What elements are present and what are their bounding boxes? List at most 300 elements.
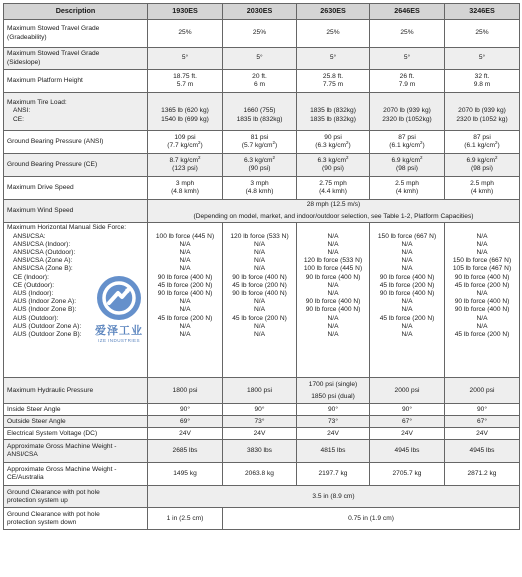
cell-value-line: N/A bbox=[254, 257, 265, 265]
cell-value-line: N/A bbox=[254, 249, 265, 257]
cell-value-line: 4945 lbs bbox=[394, 447, 420, 455]
row-label-line: Ground Clearance with pot hole bbox=[7, 510, 100, 518]
cell-value-line: N/A bbox=[476, 249, 488, 257]
cell-value-line: 90 lb force (400 N) bbox=[379, 290, 435, 298]
row-label-line: AUS (Outdoor Zone B): bbox=[13, 331, 82, 339]
cell-3246es bbox=[445, 131, 520, 154]
cell-value-line: (4.8 kmh) bbox=[171, 188, 199, 195]
cell-value-line: 45 lb force (200 N) bbox=[454, 331, 510, 339]
cell-value-line: 67° bbox=[477, 417, 487, 425]
cell-value-line bbox=[447, 99, 517, 107]
cell-value-line: N/A bbox=[254, 265, 265, 273]
row-label-line: protection system down bbox=[7, 518, 77, 526]
table-row bbox=[4, 463, 520, 486]
row-label-line: CE: bbox=[13, 115, 24, 123]
row-label-line: AUS (Indoor Zone A): bbox=[13, 298, 77, 306]
cell-value-line: N/A bbox=[327, 314, 339, 322]
cell-2030es bbox=[223, 177, 297, 200]
cell-value-line: N/A bbox=[254, 298, 265, 306]
cell-value-line: 120 lb force (533 N) bbox=[303, 257, 363, 265]
cell-value-line: 28 mph (12.5 m/s) bbox=[306, 201, 361, 208]
table-row bbox=[4, 223, 520, 378]
cell-2630es bbox=[297, 93, 370, 131]
header-model-2646es: 2646ES bbox=[370, 4, 445, 20]
header-description: Description bbox=[4, 4, 148, 20]
cell-1930es bbox=[148, 70, 223, 93]
cell-value-line: 25.8 ft. bbox=[322, 72, 344, 80]
cell-value-line: 25% bbox=[252, 29, 267, 37]
row-label bbox=[4, 486, 148, 508]
cell-value-line: N/A bbox=[327, 331, 339, 339]
cell-value-line: 90 lb force (400 N) bbox=[454, 273, 510, 281]
cell-value-line: 0.75 in (1.9 cm) bbox=[348, 514, 394, 522]
cell-value-line: N/A bbox=[476, 322, 488, 330]
cell-value-line: (4 kmh) bbox=[395, 188, 419, 195]
table-row bbox=[4, 70, 520, 93]
cell-value-line: 1660 (755) bbox=[243, 107, 276, 115]
cell-value-line: 9.8 m bbox=[473, 81, 491, 88]
cell-value-line: 87 psi bbox=[473, 133, 491, 141]
cell-value-line: 2685 lbs bbox=[172, 447, 198, 455]
cell-2646es bbox=[370, 154, 445, 177]
cell-2030es bbox=[223, 378, 297, 404]
cell-value-line: 2000 psi bbox=[469, 386, 495, 394]
cell-value-line: 81 psi bbox=[250, 133, 269, 141]
cell-value-line: 24V bbox=[327, 429, 339, 437]
cell-3246es bbox=[445, 93, 520, 131]
cell-value-line bbox=[372, 99, 442, 107]
cell-value-line: 90° bbox=[180, 405, 190, 413]
table-row bbox=[4, 93, 520, 131]
row-label-line: Ground Clearance with pot hole bbox=[7, 488, 100, 496]
cell-value-line: 90 psi bbox=[324, 133, 342, 141]
cell-value-line: 90° bbox=[254, 405, 265, 413]
cell-value-line: 2063.8 kg bbox=[245, 470, 274, 478]
cell-value-line: 3830 lbs bbox=[247, 447, 272, 455]
cell-2030es bbox=[223, 440, 297, 463]
cell-value-line: 2.5 mph bbox=[470, 179, 494, 187]
cell-value-line: 69° bbox=[180, 417, 190, 425]
cell-2630es bbox=[297, 48, 370, 70]
cell-3246es bbox=[445, 440, 520, 463]
cell-value-line: N/A bbox=[476, 240, 488, 248]
cell-2630es bbox=[297, 177, 370, 200]
cell-value-line: 45 lb force (200 N) bbox=[379, 314, 435, 322]
cell-value-line bbox=[150, 99, 220, 107]
row-label bbox=[4, 200, 148, 223]
cell-value-line: (98 psi) bbox=[471, 165, 493, 172]
row-label-line: AUS (Outdoor): bbox=[13, 314, 59, 322]
cell-value-line bbox=[447, 224, 517, 232]
cell-2646es bbox=[370, 131, 445, 154]
cell-value-line: 105 lb force (467 N) bbox=[452, 265, 512, 273]
cell-value-line: N/A bbox=[327, 240, 339, 248]
cell-1930es bbox=[148, 223, 223, 378]
cell-value-line: 26 ft. bbox=[399, 72, 415, 80]
cell-1930es bbox=[148, 416, 223, 428]
header-model-1930es: 1930ES bbox=[148, 4, 223, 20]
cell-value-line: 1700 psi (single) bbox=[308, 380, 358, 388]
table-header bbox=[4, 4, 520, 20]
cell-value-line: (7.7 $kg/cm^2$) bbox=[167, 140, 203, 149]
cell-value-line: 20 ft. bbox=[252, 72, 267, 80]
cell-1930es bbox=[148, 154, 223, 177]
cell-2030es bbox=[223, 154, 297, 177]
cell-value-line: 90 lb force (400 N) bbox=[379, 273, 435, 281]
cell-value-line: 2.75 mph bbox=[319, 179, 347, 187]
header-row bbox=[4, 4, 520, 20]
row-label-line: Maximum Wind Speed bbox=[7, 207, 74, 215]
cell-2646es bbox=[370, 416, 445, 428]
cell-value-line: 24V bbox=[253, 429, 266, 437]
cell-value-line: 24V bbox=[179, 429, 191, 437]
row-label bbox=[4, 428, 148, 440]
cell-value-line: 25% bbox=[475, 29, 489, 37]
cell-value-line: 2070 lb (939 kg) bbox=[383, 107, 431, 115]
cell-1930es bbox=[148, 93, 223, 131]
cell-value-line: (123 psi) bbox=[172, 165, 198, 172]
cell-2630es bbox=[297, 154, 370, 177]
cell-1930es bbox=[148, 131, 223, 154]
header-model-2030es: 2030ES bbox=[223, 4, 297, 20]
cell-value-line: N/A bbox=[254, 322, 265, 330]
cell-value-line: N/A bbox=[179, 298, 191, 306]
cell-value-line: 25% bbox=[326, 29, 340, 37]
cell-value-line: N/A bbox=[179, 249, 191, 257]
cell-2030es bbox=[223, 463, 297, 486]
cell-2630es bbox=[297, 70, 370, 93]
row-label-line: Outside Steer Angle bbox=[7, 417, 66, 425]
cell-value-line: 1835 lb (832kg) bbox=[310, 115, 356, 123]
row-label-line: ANSI: bbox=[13, 107, 31, 115]
row-label-line: CE/Australia bbox=[7, 474, 44, 482]
cell-2630es bbox=[297, 131, 370, 154]
cell-2030es bbox=[223, 416, 297, 428]
cell-value-line: 25% bbox=[400, 29, 414, 37]
header-model-2630es: 2630ES bbox=[297, 4, 370, 20]
cell-value-line: 90° bbox=[477, 405, 487, 413]
cell-1930es bbox=[148, 48, 223, 70]
watermark-name: 爱泽工业 bbox=[95, 325, 143, 337]
table-row bbox=[4, 486, 520, 508]
cell-value-line: 1835 lb (832kg) bbox=[310, 107, 356, 115]
cell-2646es bbox=[370, 20, 445, 48]
row-label-line: ANSI/CSA bbox=[7, 451, 38, 459]
row-label-line: ANSI/CSA (Zone B): bbox=[13, 265, 73, 273]
cell-value-line: 73° bbox=[328, 417, 338, 425]
cell-2030es bbox=[223, 131, 297, 154]
cell-value-line: 1800 psi bbox=[172, 386, 198, 394]
cell-2030es bbox=[223, 70, 297, 93]
cell-value-line: N/A bbox=[179, 240, 191, 248]
row-label-line: CE (Outdoor): bbox=[13, 281, 55, 289]
cell-value-line: 2320 lb (1052 kg) bbox=[456, 115, 508, 123]
row-label bbox=[4, 416, 148, 428]
cell-1930es bbox=[148, 404, 223, 416]
row-label bbox=[4, 463, 148, 486]
cell-value-line bbox=[150, 224, 220, 232]
cell-value-line: (6.1 $kg/cm^2$) bbox=[389, 140, 425, 149]
row-label bbox=[4, 48, 148, 70]
row-label-line: Maximum Platform Height bbox=[7, 76, 83, 84]
row-label-line: AUS (Indoor Zone B): bbox=[13, 306, 77, 314]
row-label bbox=[4, 440, 148, 463]
cell-value-line: 1365 lb (620 kg) bbox=[161, 107, 209, 115]
row-label-line: Ground Bearing Pressure (CE) bbox=[7, 160, 98, 168]
cell-2630es bbox=[297, 416, 370, 428]
cell-value-line: 8.7 $kg/cm^2$ bbox=[169, 154, 201, 164]
cell-value-line: 100 lb force (445 N) bbox=[155, 232, 215, 240]
cell-value-line: 150 lb force (667 N) bbox=[452, 257, 512, 265]
cell-value-line: 45 lb force (200 N) bbox=[232, 314, 287, 322]
cell-value-line: 6.9 $kg/cm^2$ bbox=[466, 154, 498, 164]
cell-value-line: (6.3 $kg/cm^2$) bbox=[315, 140, 351, 149]
cell-value-line: N/A bbox=[327, 322, 339, 330]
cell-value-line bbox=[225, 224, 294, 232]
cell-value-line: 150 lb force (667 N) bbox=[377, 232, 437, 240]
cell-value-line: 6.3 $kg/cm^2$ bbox=[243, 154, 276, 164]
cell-value-line: N/A bbox=[254, 240, 265, 248]
cell-value-line: 1800 psi bbox=[247, 386, 272, 394]
cell-value-line: N/A bbox=[327, 281, 339, 289]
cell-value-line: 2705.7 kg bbox=[392, 470, 422, 478]
row-label bbox=[4, 223, 148, 378]
row-label-line: Maximum Stowed Travel Grade bbox=[7, 50, 100, 58]
row-label-line: Maximum Hydraulic Pressure bbox=[7, 386, 94, 394]
cell-value-line: 90 lb force (400 N) bbox=[232, 290, 287, 298]
row-label-line: Maximum Drive Speed bbox=[7, 183, 74, 191]
table-row bbox=[4, 200, 520, 223]
cell-value-line: 5° bbox=[181, 54, 189, 62]
table-row bbox=[4, 20, 520, 48]
row-label-line: ANSI/CSA (Indoor): bbox=[13, 240, 71, 248]
cell-value-line: 73° bbox=[254, 417, 265, 425]
cell-value-line: (90 psi) bbox=[322, 165, 344, 172]
cell-2646es bbox=[370, 93, 445, 131]
cell-value-line: 4945 lbs bbox=[469, 447, 495, 455]
cell-3246es bbox=[445, 223, 520, 378]
cell-value-line: N/A bbox=[401, 265, 413, 273]
cell-1930es bbox=[148, 508, 223, 530]
cell-value-line: N/A bbox=[401, 249, 413, 257]
cell-value-line bbox=[372, 224, 442, 232]
cell-2630es bbox=[297, 463, 370, 486]
cell-3246es bbox=[445, 154, 520, 177]
cell-value-line: 4815 lbs bbox=[320, 447, 346, 455]
cell-value-line: N/A bbox=[327, 232, 339, 240]
cell-3246es bbox=[445, 70, 520, 93]
cell-value-line: 1540 lb (699 kg) bbox=[161, 115, 209, 123]
table-body bbox=[4, 20, 520, 530]
cell-2630es bbox=[297, 223, 370, 378]
cell-2646es bbox=[370, 404, 445, 416]
table-row bbox=[4, 177, 520, 200]
spec-table bbox=[3, 3, 520, 530]
cell-value-line: 2320 lb (1052kg) bbox=[382, 115, 432, 123]
row-label-line: (Sideslope) bbox=[7, 58, 41, 66]
cell-value-line: 109 psi bbox=[174, 133, 196, 141]
cell-value-line: 90 lb force (400 N) bbox=[157, 290, 213, 298]
cell-value-line: 45 lb force (200 N) bbox=[157, 314, 213, 322]
cell-value-line: N/A bbox=[476, 314, 488, 322]
cell-3246es bbox=[445, 463, 520, 486]
cell-value-line: 6.3 $kg/cm^2$ bbox=[317, 154, 349, 164]
cell-value-line: (4.4 kmh) bbox=[319, 188, 347, 195]
row-label-line: Approximate Gross Machine Weight - bbox=[7, 443, 117, 451]
cell-value-line: 90 lb force (400 N) bbox=[157, 273, 213, 281]
cell-2630es bbox=[297, 404, 370, 416]
cell-value-line: N/A bbox=[179, 322, 191, 330]
cell-value-line: N/A bbox=[179, 331, 191, 339]
cell-1930es bbox=[148, 177, 223, 200]
cell-value-line: 3.5 in (8.9 cm) bbox=[312, 492, 355, 500]
row-label bbox=[4, 93, 148, 131]
watermark-subtitle: IZE INDUSTRIES bbox=[98, 338, 140, 343]
cell-value-line: 3 mph bbox=[175, 179, 195, 187]
table-row bbox=[4, 154, 520, 177]
cell-2030es bbox=[223, 20, 297, 48]
row-label-line: ANSI/CSA (Zone A): bbox=[13, 257, 73, 265]
cell-value-line: (5.7 $kg/cm^2$) bbox=[241, 140, 278, 149]
row-label-line: Maximum Tire Load: bbox=[7, 99, 67, 107]
table-row bbox=[4, 416, 520, 428]
row-label bbox=[4, 154, 148, 177]
cell-1930es bbox=[148, 428, 223, 440]
cell-value-line: 3 mph bbox=[250, 179, 269, 187]
row-label bbox=[4, 131, 148, 154]
cell-value-line: 45 lb force (200 N) bbox=[232, 281, 287, 289]
cell-value-line: (6.1 $kg/cm^2$) bbox=[464, 140, 500, 149]
cell-3246es bbox=[445, 404, 520, 416]
cell-value-line: 100 lb force (445 N) bbox=[303, 265, 363, 273]
cell-2030es bbox=[223, 428, 297, 440]
row-label-line: protection system up bbox=[7, 496, 68, 504]
cell-value-line bbox=[225, 99, 294, 107]
cell-value-line: 90 lb force (400 N) bbox=[305, 298, 361, 306]
header-model-3246es: 3246ES bbox=[445, 4, 520, 20]
cell-value-line: 25% bbox=[178, 29, 192, 37]
table-row bbox=[4, 131, 520, 154]
cell-value-line: 6.9 $kg/cm^2$ bbox=[391, 154, 423, 164]
cell-value-line: 5° bbox=[403, 54, 411, 62]
cell-value-line: N/A bbox=[179, 257, 191, 265]
row-label-line: CE (Indoor): bbox=[13, 273, 49, 281]
cell-value-line: 90 lb force (400 N) bbox=[305, 273, 361, 281]
row-label-line: Inside Steer Angle bbox=[7, 405, 61, 413]
cell-2030es bbox=[223, 223, 297, 378]
cell-value-line: N/A bbox=[401, 298, 413, 306]
cell-all-models bbox=[148, 200, 520, 223]
cell-value-line bbox=[299, 99, 367, 107]
table-row bbox=[4, 428, 520, 440]
cell-value-line: 24V bbox=[401, 429, 413, 437]
table-row bbox=[4, 48, 520, 70]
cell-value-line: 5.7 m bbox=[176, 81, 194, 88]
cell-value-line: 18.75 ft. bbox=[173, 72, 197, 80]
row-label-line: (Gradeability) bbox=[7, 33, 47, 41]
cell-2646es bbox=[370, 177, 445, 200]
cell-2646es bbox=[370, 223, 445, 378]
cell-value-line: N/A bbox=[179, 306, 191, 314]
cell-value-line: N/A bbox=[401, 257, 413, 265]
cell-3246es bbox=[445, 416, 520, 428]
cell-2646es bbox=[370, 463, 445, 486]
cell-3246es bbox=[445, 48, 520, 70]
cell-2630es bbox=[297, 428, 370, 440]
row-label bbox=[4, 177, 148, 200]
table-row bbox=[4, 378, 520, 404]
cell-value-line: 67° bbox=[402, 417, 412, 425]
cell-value-line: N/A bbox=[401, 306, 413, 314]
cell-all-models bbox=[148, 486, 520, 508]
cell-value-line: 45 lb force (200 N) bbox=[157, 281, 213, 289]
cell-value-line: 2000 psi bbox=[394, 386, 420, 394]
cell-value-line: 90° bbox=[402, 405, 412, 413]
row-label-line: Electrical System Voltage (DC) bbox=[7, 429, 98, 437]
cell-value-line: N/A bbox=[327, 290, 339, 298]
cell-2630es bbox=[297, 20, 370, 48]
cell-value-line: 24V bbox=[476, 429, 488, 437]
row-label bbox=[4, 378, 148, 404]
cell-value-line: N/A bbox=[401, 322, 413, 330]
cell-value-line: (98 psi) bbox=[396, 165, 418, 172]
row-label-line: Maximum Stowed Travel Grade bbox=[7, 25, 100, 33]
cell-value-line: 87 psi bbox=[398, 133, 416, 141]
cell-2646es bbox=[370, 378, 445, 404]
row-label-line: Ground Bearing Pressure (ANSI) bbox=[7, 137, 104, 145]
cell-1930es bbox=[148, 440, 223, 463]
cell-value-line: 5° bbox=[329, 54, 337, 62]
cell-value-line: 7.75 m bbox=[322, 81, 344, 88]
cell-value-line: 90 lb force (400 N) bbox=[232, 273, 287, 281]
cell-value-line: N/A bbox=[401, 240, 413, 248]
cell-2030es bbox=[223, 93, 297, 131]
cell-value-line: N/A bbox=[179, 265, 191, 273]
cell-2646es bbox=[370, 440, 445, 463]
row-label-line: ANSI/CSA: bbox=[13, 232, 46, 240]
cell-value-line: 90 lb force (400 N) bbox=[305, 306, 361, 314]
cell-value-line: N/A bbox=[476, 290, 488, 298]
cell-value-line: 2.5 mph bbox=[395, 179, 419, 187]
cell-value-line: 2871.2 kg bbox=[467, 470, 497, 478]
table-row bbox=[4, 508, 520, 530]
cell-value-line: N/A bbox=[401, 331, 413, 339]
table-row bbox=[4, 404, 520, 416]
row-label-line: AUS (Outdoor Zone A): bbox=[13, 322, 82, 330]
cell-value-line: (4.8 kmh) bbox=[245, 188, 274, 195]
cell-value-line bbox=[299, 224, 367, 232]
cell-value-line: 2197.7 kg bbox=[318, 470, 348, 478]
cell-value-line: (4 kmh) bbox=[470, 188, 494, 195]
cell-1930es bbox=[148, 463, 223, 486]
cell-value-line: N/A bbox=[327, 249, 339, 257]
cell-value-line: 1 in (2.5 cm) bbox=[166, 514, 204, 522]
row-label-line: Approximate Gross Machine Weight - bbox=[7, 466, 117, 474]
cell-value-line: N/A bbox=[254, 331, 265, 339]
cell-2646es bbox=[370, 428, 445, 440]
cell-value-line: 90 lb force (400 N) bbox=[454, 298, 510, 306]
cell-value-line: (90 psi) bbox=[248, 165, 271, 172]
cell-models-2030es-3246es bbox=[223, 508, 520, 530]
cell-value-line: 1835 lb (832kg) bbox=[236, 115, 283, 123]
cell-value-line: 45 lb force (200 N) bbox=[379, 281, 435, 289]
row-label bbox=[4, 404, 148, 416]
cell-value-line: 2070 lb (939 kg) bbox=[458, 107, 506, 115]
cell-2646es bbox=[370, 48, 445, 70]
cell-2646es bbox=[370, 70, 445, 93]
cell-2030es bbox=[223, 48, 297, 70]
cell-3246es bbox=[445, 20, 520, 48]
